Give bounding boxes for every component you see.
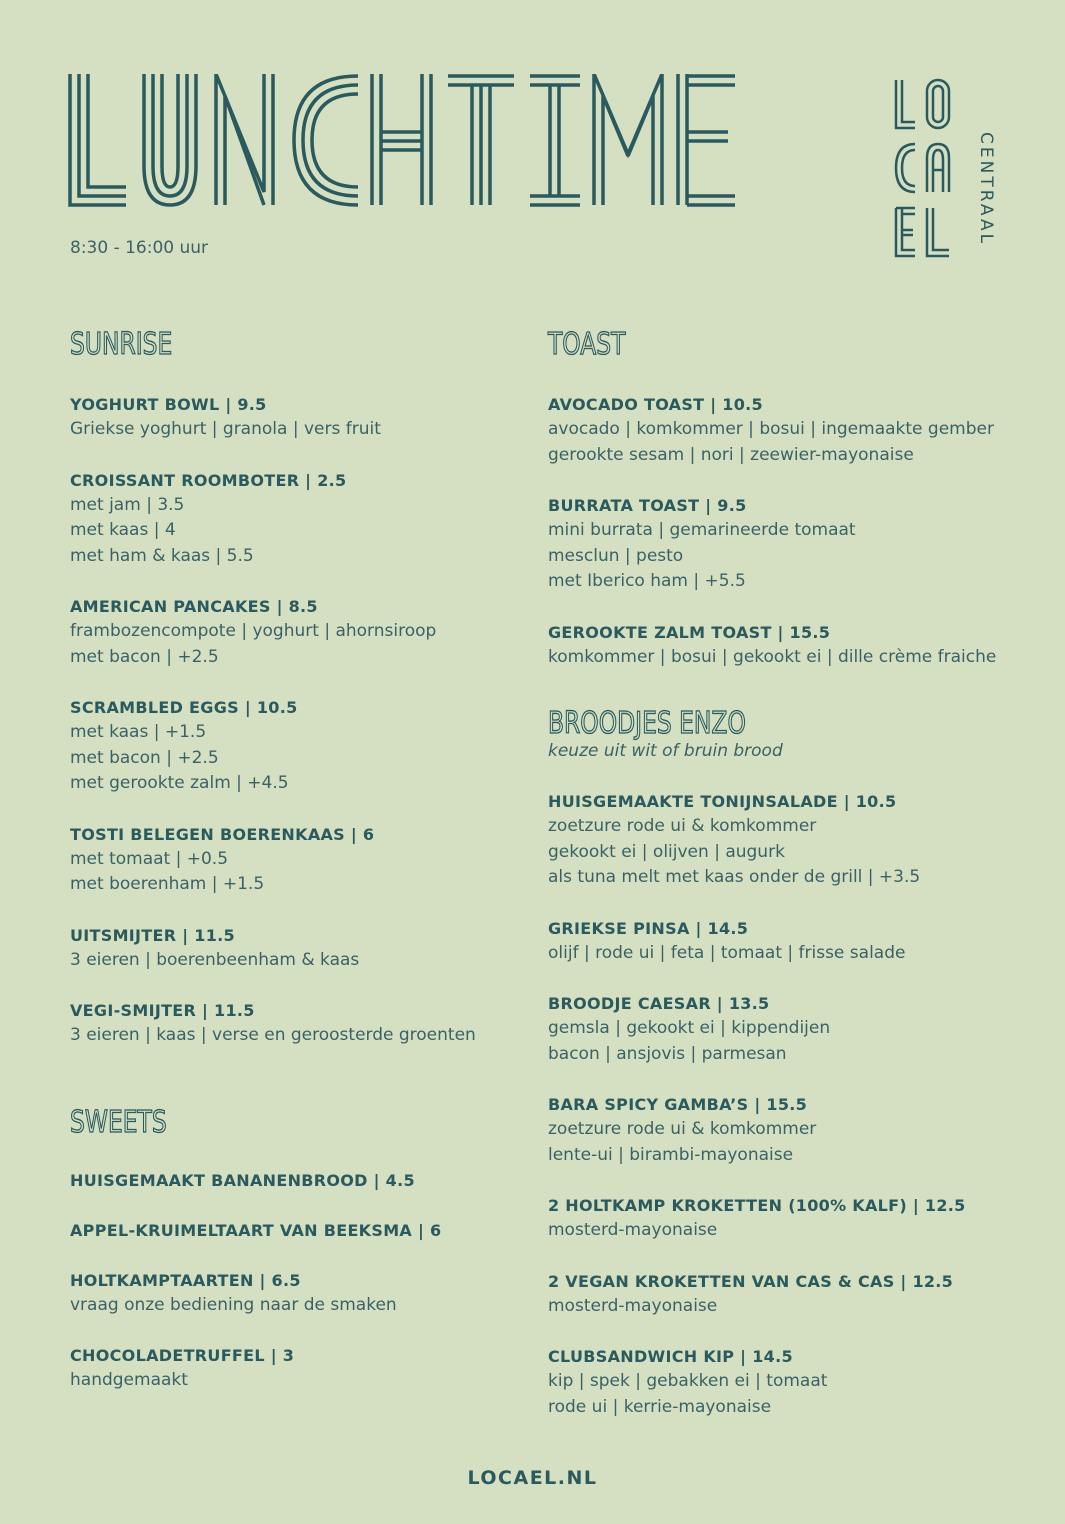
menu-item-description: gekookt ei | olijven | augurk [548,841,785,862]
menu-item-description: met tomaat | +0.5 [70,848,229,869]
menu-item [548,789,1018,891]
menu-item-name: GEROOKTE ZALM TOAST | 15.5 [548,622,831,642]
menu-item [70,822,510,898]
section-title: SUNRISE [70,327,173,362]
menu-item-description: lente-ui | birambi-mayonaise [548,1144,794,1165]
menu-item [548,392,1018,468]
section-sweets [70,1106,510,1394]
menu-item-description: komkommer | bosui | gekookt ei | dille crème fraiche [548,646,997,667]
menu-item-description: mosterd-mayonaise [548,1220,718,1240]
menu-item [70,923,510,974]
menu-item-description: avocado | komkommer | bosui | ingemaakte gember [548,419,994,439]
menu-item-description: met Iberico ham | +5.5 [548,571,746,591]
menu-item-description: met boerenham | +1.5 [70,874,265,894]
menu-item-name: BROODJE CAESAR | 13.5 [548,994,770,1013]
menu-item [548,1269,1018,1320]
menu-item-description: mini burrata | gemarineerde tomaat [548,520,856,540]
menu-item-description: mesclun | pesto [548,545,684,566]
opening-hours: 8:30 - 16:00 uur [70,238,209,258]
menu-item [70,695,510,797]
menu-item [70,1168,510,1193]
menu-item-name: SCRAMBLED EGGS | 10.5 [70,698,298,717]
menu-item-name: CHOCOLADETRUFFEL | 3 [70,1346,295,1365]
section-toast [548,328,1018,670]
logo-subtitle: CENTRAAL [976,132,996,247]
menu-item-name: AVOCADO TOAST | 10.5 [548,395,763,414]
menu-item-description: 3 eieren | boerenbeenham & kaas [70,949,360,970]
menu-item [548,1344,1018,1420]
menu-item-description: met jam | 3.5 [70,494,185,515]
menu-item-description: bacon | ansjovis | parmesan [548,1043,787,1064]
menu-item [548,991,1018,1067]
menu-item-description: mosterd-mayonaise [548,1295,718,1316]
menu-item [548,916,1018,967]
section-title: BROODJES ENZO [548,706,746,741]
menu-item-name: BARA SPICY GAMBA’S | 15.5 [548,1095,808,1114]
menu-item-name: UITSMIJTER | 11.5 [70,925,235,945]
website-link[interactable]: LOCAEL.NL [467,1467,598,1489]
menu-item-name: 2 HOLTKAMP KROKETTEN (100% KALF) | 12.5 [548,1196,966,1215]
menu-item-description: rode ui | kerrie-mayonaise [548,1396,772,1417]
menu-item-description: met ham & kaas | 5.5 [70,545,254,566]
menu-item [548,1092,1018,1168]
section-sunrise [70,328,510,1049]
menu-item-description: gerookte sesam | nori | zeewier-mayonaise [548,444,914,465]
menu-item-description: kip | spek | gebakken ei | tomaat [548,1371,828,1391]
section-title: TOAST [548,327,626,362]
menu-item-name: HUISGEMAAKT BANANENBROOD | 4.5 [70,1170,415,1190]
left-column [70,328,510,1419]
menu-item [548,493,1018,595]
menu-item-description: zoetzure rode ui & komkommer [548,1119,817,1139]
menu-item-description: met kaas | +1.5 [70,722,207,742]
menu-item [70,1268,510,1319]
menu-item-name: VEGI-SMIJTER | 11.5 [70,1001,255,1020]
menu-item-description: zoetzure rode ui & komkommer [548,816,817,836]
menu-item-description: vraag onze bediening naar de smaken [70,1294,397,1315]
menu-item-description: met kaas | 4 [70,520,176,540]
menu-item-description: 3 eieren | kaas | verse en geroosterde groenten [70,1025,476,1045]
menu-item-name: 2 VEGAN KROKETTEN VAN CAS & CAS | 12.5 [548,1271,954,1291]
locael-logo [893,78,955,258]
menu-item-description: met bacon | +2.5 [70,646,219,667]
menu-item-description: met bacon | +2.5 [70,747,219,768]
menu-item [70,594,510,670]
menu-item-name: CROISSANT ROOMBOTER | 2.5 [70,470,347,490]
menu-item [548,620,1018,671]
menu-item-description: Griekse yoghurt | granola | vers fruit [70,419,381,439]
section-broodjes [548,707,1018,1420]
menu-item-description: met gerookte zalm | +4.5 [70,773,289,793]
menu-item-name: APPEL-KRUIMELTAART VAN BEEKSMA | 6 [70,1220,442,1240]
menu-item-name: BURRATA TOAST | 9.5 [548,496,747,515]
menu-item-name: GRIEKSE PINSA | 14.5 [548,918,749,938]
menu-item-name: CLUBSANDWICH KIP | 14.5 [548,1347,793,1366]
menu-item-description: olijf | rode ui | feta | tomaat | frisse salade [548,942,906,963]
menu-item [70,392,510,443]
menu-item-description: als tuna melt met kaas onder de grill | +3.5 [548,867,921,887]
menu-item-name: AMERICAN PANCAKES | 8.5 [70,597,318,616]
section-note: keuze uit wit of bruin brood [548,741,783,761]
menu-item-description: gemsla | gekookt ei | kippendijen [548,1018,831,1038]
section-title: SWEETS [70,1104,167,1140]
menu-item-name: YOGHURT BOWL | 9.5 [70,395,267,414]
right-column [548,328,1018,1445]
page-title [68,74,743,209]
menu-item-description: frambozencompote | yoghurt | ahornsiroop [70,621,437,641]
menu-item [70,468,510,570]
menu-item [70,1218,510,1243]
menu-item-name: HOLTKAMPTAARTEN | 6.5 [70,1270,301,1290]
menu-item [70,998,510,1049]
menu-item-name: HUISGEMAAKTE TONIJNSALADE | 10.5 [548,792,897,811]
menu-item-name: TOSTI BELEGEN BOERENKAAS | 6 [70,824,375,844]
menu-item-description: handgemaakt [70,1370,188,1390]
menu-item [70,1343,510,1394]
menu-item [548,1193,1018,1244]
